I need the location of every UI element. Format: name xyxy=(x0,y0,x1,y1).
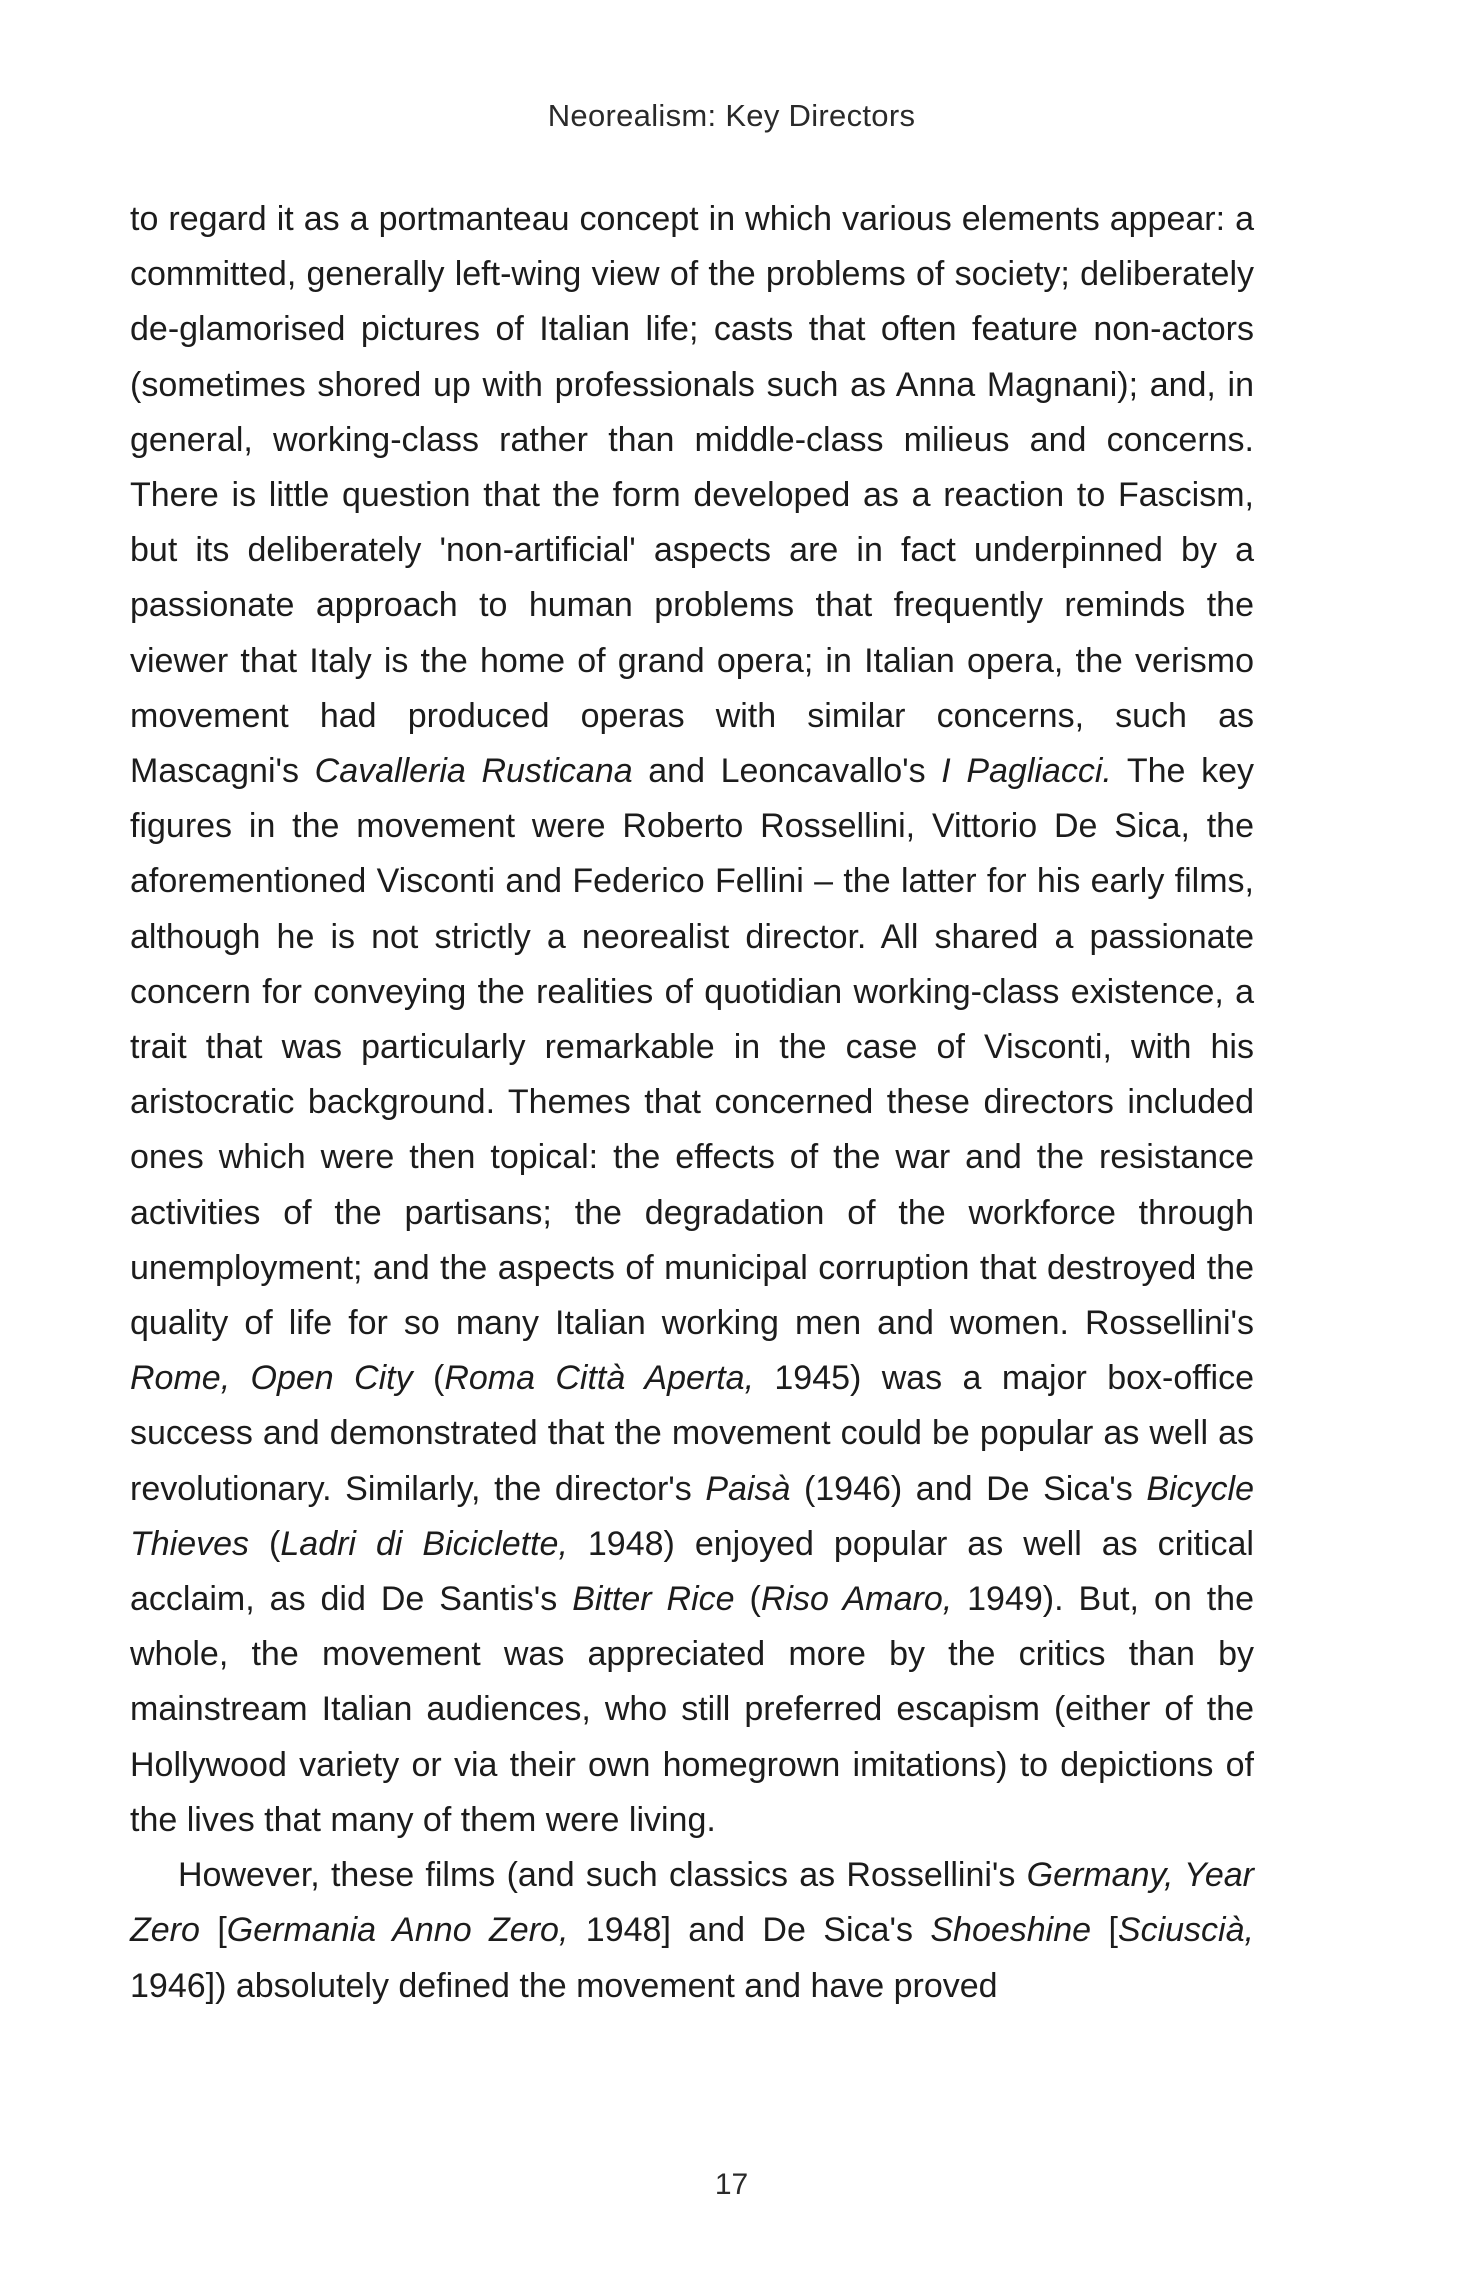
film-title-sciuscia: Sciuscià, xyxy=(1117,1911,1254,1950)
film-title-riso-amaro: Riso Amaro, xyxy=(760,1580,953,1619)
p1-text-d: ( xyxy=(412,1359,445,1398)
p1-text-j: 1949). But, on the whole, the movement was appreciated more by the critics than by mainstream Italian audiences, who still preferred escapism (either of the Hollywood variety or via their own homegrown imitations) to depictions of the lives that many of them were living. xyxy=(130,1580,1254,1839)
p1-text-e: 1945) was a major box-office success and demonstrated that the movement could be popular as well as revolutionary. Similarly, the director's xyxy=(130,1359,1254,1508)
film-title-rome-open-city: Rome, Open City xyxy=(130,1359,413,1398)
p2-text-b: [ xyxy=(199,1911,227,1950)
p1-text-g: ( xyxy=(249,1524,281,1563)
p2-text-e: 1946]) absolutely defined the movement and have proved xyxy=(130,1966,998,2005)
film-title-shoeshine: Shoeshine xyxy=(930,1911,1092,1950)
paragraph-2 xyxy=(130,1848,1254,2014)
film-title-pagliacci: I Pagliacci. xyxy=(941,752,1112,791)
p1-text-b: and Leoncavallo's xyxy=(632,752,942,791)
film-title-ladri: Ladri di Biciclette, xyxy=(280,1524,568,1563)
p2-text-c: 1948] and De Sica's xyxy=(568,1911,931,1950)
p1-text-c: The key figures in the movement were Roberto Rossellini, Vittorio De Sica, the aforementioned Visconti and Federico Fellini – the latter for his early films, although he is not strictly a neorealist director. All shared a passionate concern for conveying the realities of quotidian working-class existence, a trait that was particularly remarkable in the case of Visconti, with his aristocratic background. Themes that concerned these directors included ones which were then topical: the effects of the war and the resistance activities of the partisans; the degradation of the workforce through unemployment; and the aspects of municipal corruption that destroyed the quality of life for so many Italian working men and women. Rossellini's xyxy=(130,752,1255,1343)
film-title-paisa: Paisà xyxy=(705,1469,791,1508)
paragraph-1 xyxy=(130,192,1254,1848)
film-title-roma-citta-aperta: Roma Città Aperta, xyxy=(444,1359,755,1398)
film-title-cavalleria: Cavalleria Rusticana xyxy=(314,752,633,791)
film-title-bicycle-thieves: Bicycle Thieves xyxy=(130,1469,1255,1563)
body-text xyxy=(130,192,1254,2014)
film-title-germania: Germania Anno Zero, xyxy=(226,1911,569,1950)
p1-text-h: 1948) enjoyed popular as well as critical acclaim, as did De Santis's xyxy=(130,1524,1254,1619)
p1-text-i: ( xyxy=(734,1580,761,1619)
p2-text-d: [ xyxy=(1091,1911,1118,1950)
film-title-germany-year-zero: Germany, Year Zero xyxy=(130,1856,1255,1950)
p2-text-a: However, these films (and such classics as Rossellini's xyxy=(178,1856,1027,1895)
p1-text-a: to regard it as a portmanteau concept in which various elements appear: a committed, generally left-wing view of the problems of society; deliberately de-glamorised pictures of Italian life; casts that often feature non-actors (sometimes shored up with professionals such as Anna Magnani); and, in general, working-class rather than middle-class milieus and concerns. There is little question that the form developed as a reaction to Fascism, but its deliberately 'non-artificial' aspects are in fact underpinned by a passionate approach to human problems that frequently reminds the viewer that Italy is the home of grand opera; in Italian opera, the verismo movement had produced operas with similar concerns, such as Mascagni's xyxy=(130,200,1254,791)
film-title-bitter-rice: Bitter Rice xyxy=(572,1580,735,1619)
p1-text-f: (1946) and De Sica's xyxy=(790,1469,1147,1508)
page-number: 17 xyxy=(714,2168,749,2201)
running-head: Neorealism: Key Directors xyxy=(547,98,916,133)
